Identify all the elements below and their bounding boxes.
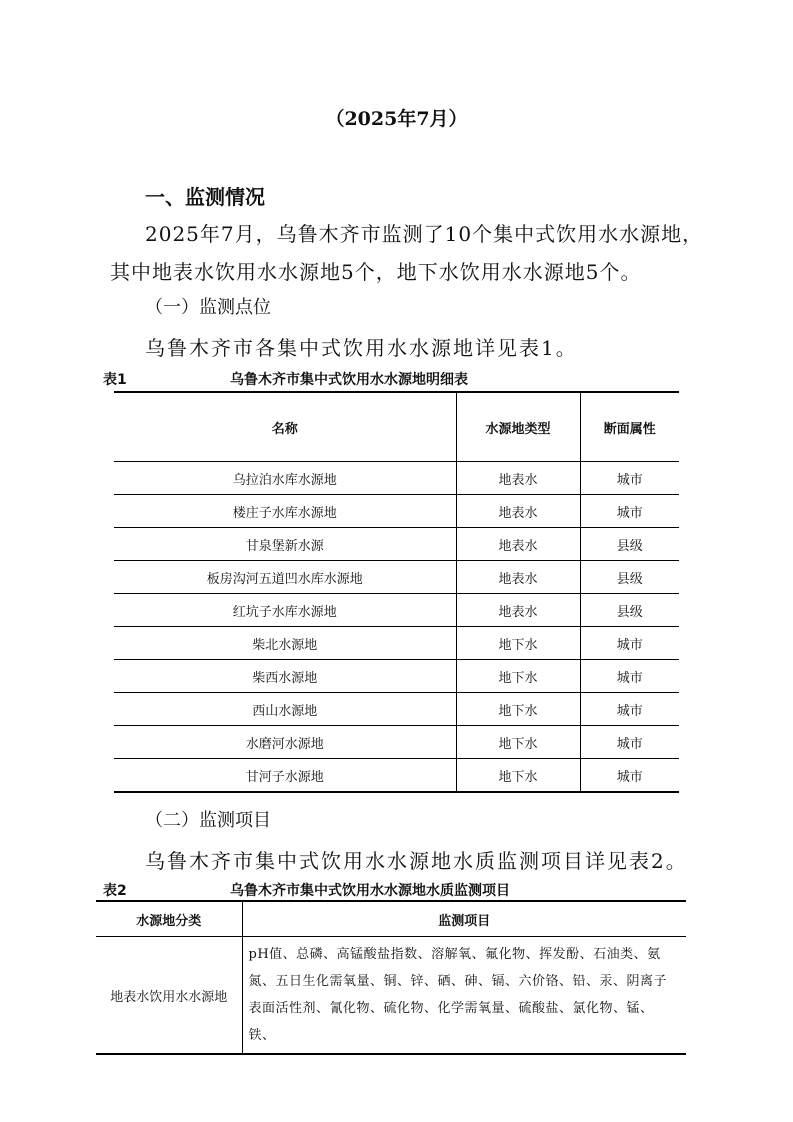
cell-name: 板房沟河五道凹水库水源地 (114, 561, 456, 594)
cell-name: 甘河子水源地 (245, 769, 324, 785)
cell-name: 甘泉堡新水源 (114, 528, 456, 561)
table2-caption-number: 表2 (103, 883, 127, 899)
header-monitoring-items: 监测项目 (242, 901, 686, 937)
cell-name: 柴西水源地 (114, 660, 456, 693)
cell-attribute: 县级 (580, 561, 679, 594)
cell-name: 水磨河水源地 (114, 726, 456, 759)
cell-type: 地表水 (456, 528, 580, 561)
cell-attribute: 县级 (580, 594, 679, 627)
header-section-attribute: 断面属性 (580, 392, 679, 462)
table-header-row (114, 392, 679, 462)
cell-name: 柴北水源地 (114, 627, 456, 660)
section-heading-monitoring: 一、监测情况 (145, 185, 265, 209)
cell-type: 地表水 (456, 462, 580, 495)
cell-name: 西山水源地 (114, 693, 456, 726)
cell-attribute: 县级 (580, 528, 679, 561)
table-row (114, 495, 679, 528)
report-date: （2025年7月） (325, 108, 468, 130)
monitoring-points-text: 乌鲁木齐市各集中式饮用水水源地详见表1。 (145, 336, 578, 360)
cell-attribute: 城市 (580, 759, 679, 793)
cell-type: 地表水 (456, 561, 580, 594)
subheading-monitoring-items: （二）监测项目 (145, 810, 271, 831)
cell-type: 地表水 (456, 495, 580, 528)
cell-category: 地表水饮用水水源地 (110, 989, 228, 1005)
intro-line-2: 其中地表水饮用水水源地5个，地下水饮用水水源地5个。 (110, 260, 642, 284)
table-row (114, 693, 679, 726)
monitoring-items-text: 乌鲁木齐市集中式饮用水水源地水质监测项目详见表2。 (145, 849, 688, 873)
cell-name: 乌拉泊水库水源地 (114, 462, 456, 495)
intro-line-1: 2025年7月，乌鲁木齐市监测了10个集中式饮用水水源地， (145, 222, 704, 246)
cell-attribute: 城市 (580, 495, 679, 528)
monitoring-items-table (96, 900, 686, 1055)
table-row (114, 660, 679, 693)
table1-caption-title: 乌鲁木齐市集中式饮用水水源地明细表 (230, 372, 468, 388)
cell-type: 地下水 (456, 693, 580, 726)
cell-items: pH值、总磷、高锰酸盐指数、溶解氧、氟化物、挥发酚、石油类、氨氮、五日生化需氧量、铜、锌、硒、砷、镉、六价铬、铅、汞、阴离子表面活性剂、氰化物、硫化物、化学需氧量、硫酸盐、氯化物、锰、铁、 (242, 937, 686, 1055)
cell-type: 地下水 (456, 660, 580, 693)
cell-attribute: 城市 (580, 693, 679, 726)
table-row (114, 462, 679, 495)
table-row (114, 561, 679, 594)
table-row (96, 937, 686, 1055)
header-name: 名称 (114, 392, 456, 462)
cell-type: 地下水 (456, 627, 580, 660)
header-source-type: 水源地类型 (456, 392, 580, 462)
table-row (114, 759, 679, 793)
cell-type: 地表水 (456, 594, 580, 627)
table-row (114, 627, 679, 660)
cell-name: 楼庄子水库水源地 (114, 495, 456, 528)
header-source-category: 水源地分类 (96, 901, 242, 937)
cell-attribute: 城市 (580, 627, 679, 660)
table1-caption-number: 表1 (103, 372, 127, 388)
table-row (114, 528, 679, 561)
cell-attribute: 城市 (580, 462, 679, 495)
table-row (114, 594, 679, 627)
cell-type: 地下水 (456, 726, 580, 759)
water-source-table (114, 391, 679, 793)
cell-type: 地下水 (456, 759, 580, 793)
cell-attribute: 城市 (580, 726, 679, 759)
cell-attribute: 城市 (580, 660, 679, 693)
table2-caption-title: 乌鲁木齐市集中式饮用水水源地水质监测项目 (230, 883, 510, 899)
subheading-monitoring-points: （一）监测点位 (145, 297, 271, 318)
table-header-row (96, 901, 686, 937)
cell-name: 红坑子水库水源地 (114, 594, 456, 627)
table-row (114, 726, 679, 759)
